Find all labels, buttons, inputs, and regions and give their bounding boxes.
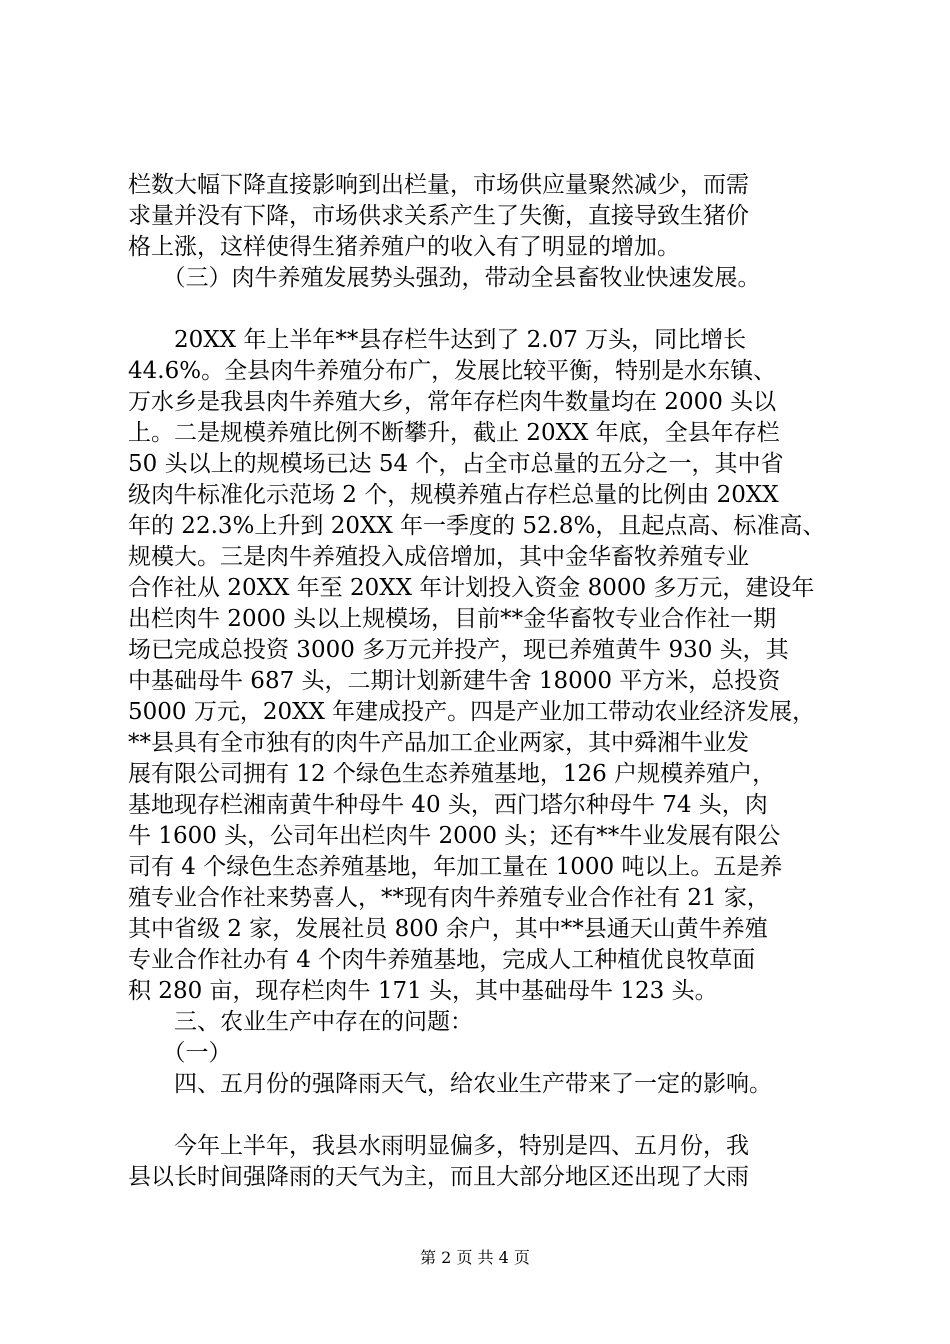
text-line: 其中省级 2 家，发展社员 800 余户，其中**县通天山黄牛养殖 bbox=[128, 916, 768, 942]
text-line: 牛 1600 头，公司年出栏肉牛 2000 头；还有**牛业发展有限公 bbox=[128, 823, 781, 849]
text-line: 场已完成总投资 3000 多万元并投产，现已养殖黄牛 930 头，其 bbox=[128, 637, 789, 663]
text-line: 栏数大幅下降直接影响到出栏量，市场供应量聚然减少，而需 bbox=[128, 172, 749, 198]
text-line: 殖专业合作社来势喜人，**现有肉牛养殖专业合作社有 21 家， bbox=[128, 885, 770, 911]
text-line: 50 头以上的规模场已达 54 个，占全市总量的五分之一，其中省 bbox=[128, 451, 784, 477]
blank-line bbox=[128, 1100, 840, 1131]
text-line: 级肉牛标准化示范场 2 个，规模养殖占存栏总量的比例由 20XX bbox=[128, 482, 779, 508]
text-line: 万水乡是我县肉牛养殖大乡，常年存栏肉牛数量均在 2000 头以 bbox=[128, 389, 777, 415]
blank-line bbox=[128, 294, 840, 325]
text-line: 规模大。三是肉牛养殖投入成倍增加，其中金华畜牧养殖专业 bbox=[128, 544, 749, 570]
text-line: 格上涨，这样使得生猪养殖户的收入有了明显的增加。 bbox=[128, 234, 680, 260]
text-line: **县具有全市独有的肉牛产品加工企业两家，其中舜湘牛业发 bbox=[128, 730, 749, 756]
text-line: 积 280 亩，现存栏肉牛 171 头，其中基础母牛 123 头。 bbox=[128, 978, 718, 1004]
text-line: 5000 万元，20XX 年建成投产。四是产业加工带动农业经济发展， bbox=[128, 699, 816, 725]
text-line: 县以长时间强降雨的天气为主，而且大部分地区还出现了大雨 bbox=[128, 1164, 749, 1190]
section-heading: （三）肉牛养殖发展势头强劲，带动全县畜牧业快速发展。 bbox=[128, 265, 761, 291]
section-heading: 三、农业生产中存在的问题： bbox=[128, 1009, 473, 1035]
paragraph-block-3 bbox=[128, 1131, 840, 1193]
text-line: 求量并没有下降，市场供求关系产生了失衡，直接导致生猪价 bbox=[128, 203, 749, 229]
subsection-heading: （一） bbox=[128, 1040, 232, 1066]
text-line: 年的 22.3%上升到 20XX 年一季度的 52.8%，且起点高、标准高、 bbox=[128, 513, 826, 539]
text-line: 20XX 年上半年**县存栏牛达到了 2.07 万头，同比增长 bbox=[128, 327, 747, 353]
text-line: 司有 4 个绿色生态养殖基地，年加工量在 1000 吨以上。五是养 bbox=[128, 854, 783, 880]
text-line: 44.6%。全县肉牛养殖分布广，发展比较平衡，特别是水东镇、 bbox=[128, 358, 777, 384]
subsection-heading: 四、五月份的强降雨天气，给农业生产带来了一定的影响。 bbox=[128, 1071, 772, 1097]
text-line: 上。二是规模养殖比例不断攀升，截止 20XX 年底，全县年存栏 bbox=[128, 420, 780, 446]
text-line: 中基础母牛 687 头，二期计划新建牛舍 18000 平方米，总投资 bbox=[128, 668, 781, 694]
paragraph-block-2 bbox=[128, 325, 840, 1100]
text-line: 今年上半年，我县水雨明显偏多，特别是四、五月份，我 bbox=[128, 1133, 749, 1159]
text-line: 基地现存栏湘南黄牛种母牛 40 头，西门塔尔种母牛 74 头，肉 bbox=[128, 792, 768, 818]
document-body bbox=[128, 170, 840, 1193]
paragraph-block-1 bbox=[128, 170, 840, 294]
page-footer: 第 2 页 共 4 页 bbox=[420, 1248, 530, 1267]
text-line: 合作社从 20XX 年至 20XX 年计划投入资金 8000 多万元，建设年 bbox=[128, 575, 815, 601]
text-line: 出栏肉牛 2000 头以上规模场，目前**金华畜牧专业合作社一期 bbox=[128, 606, 777, 632]
text-line: 专业合作社办有 4 个肉牛养殖基地，完成人工种植优良牧草面 bbox=[128, 947, 756, 973]
text-line: 展有限公司拥有 12 个绿色生态养殖基地，126 户规模养殖户， bbox=[128, 761, 776, 787]
